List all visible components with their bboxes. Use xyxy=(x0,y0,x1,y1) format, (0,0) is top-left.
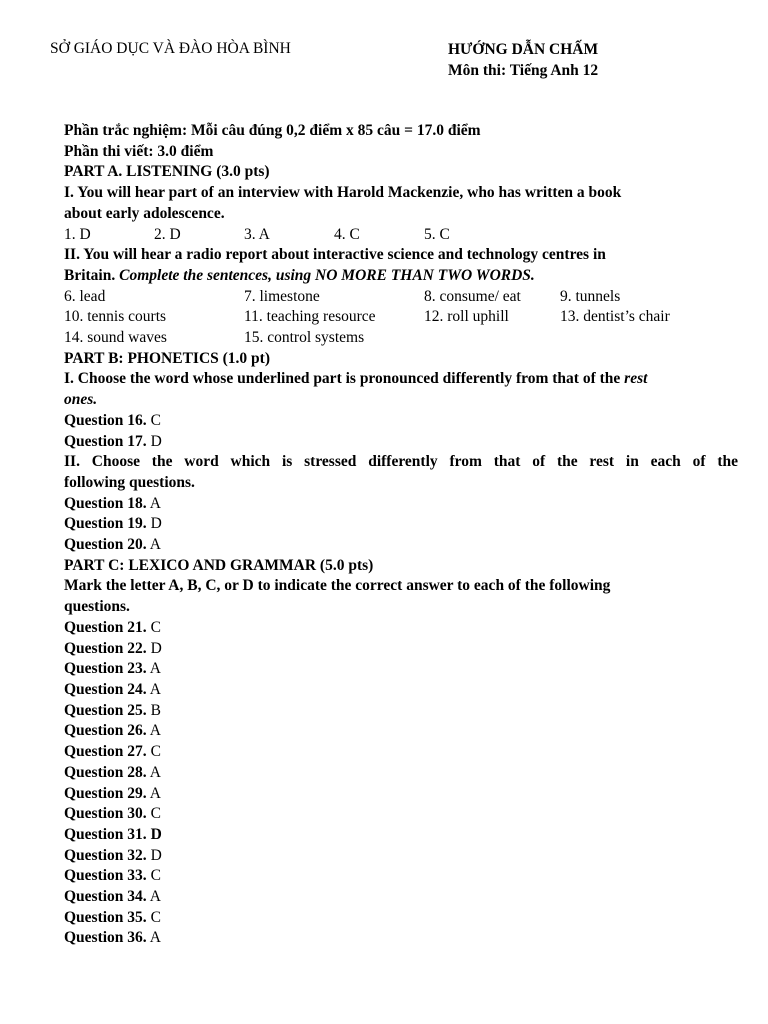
part-c-heading: PART C: LEXICO AND GRAMMAR (5.0 pts) xyxy=(64,556,374,574)
question-label: Question 23. xyxy=(64,660,147,678)
question-label: Question 18. xyxy=(64,494,147,512)
question-label: Question 28. xyxy=(64,763,147,781)
question-answer: C xyxy=(150,805,161,823)
doc-header xyxy=(448,39,598,81)
question-label: Question 36. xyxy=(64,929,147,947)
answer-item: 8. consume/ eat xyxy=(424,287,521,305)
question-row xyxy=(64,825,738,846)
question-answer: A xyxy=(149,680,161,698)
question-row xyxy=(64,659,738,680)
answer-item: 13. dentist’s chair xyxy=(560,308,670,326)
question-label: Question 21. xyxy=(64,618,147,636)
question-label: Question 19. xyxy=(64,515,147,533)
part-b-sec1-instruction xyxy=(64,369,738,390)
question-answer: D xyxy=(150,825,162,843)
question-answer: A xyxy=(149,784,161,802)
question-row xyxy=(64,887,738,908)
answer-item: 9. tunnels xyxy=(560,287,621,305)
answer-item: 10. tennis courts xyxy=(64,308,167,326)
answer-key-body xyxy=(64,121,738,949)
question-answer: C xyxy=(150,618,161,636)
question-answer: C xyxy=(150,411,161,429)
part-a-heading: PART A. LISTENING (3.0 pts) xyxy=(64,163,270,181)
question-row xyxy=(64,494,738,515)
answer-item: 4. C xyxy=(334,225,360,243)
question-row xyxy=(64,639,738,660)
question-row xyxy=(64,680,738,701)
question-label: Question 29. xyxy=(64,784,147,802)
part-c-instruction-cont: questions. xyxy=(64,598,130,616)
instruction-italic: rest xyxy=(624,370,648,388)
answer-item: 5. C xyxy=(424,225,450,243)
question-row xyxy=(64,535,738,556)
department-name: SỞ GIÁO DỤC VÀ ĐÀO HÒA BÌNH xyxy=(50,40,291,57)
question-label: Question 31. xyxy=(64,825,147,843)
answer-item: 15. control systems xyxy=(244,329,365,347)
part-b-sec1-instruction-cont: ones. xyxy=(64,391,98,409)
question-label: Question 27. xyxy=(64,743,147,761)
question-answer: A xyxy=(149,536,161,554)
doc-title: HƯỚNG DẪN CHẤM xyxy=(448,41,599,58)
question-row xyxy=(64,432,738,453)
question-answer: C xyxy=(150,743,161,761)
question-row xyxy=(64,866,738,887)
question-row xyxy=(64,763,738,784)
answer-item: 3. A xyxy=(244,225,270,243)
answer-item: 2. D xyxy=(154,225,181,243)
question-answer: D xyxy=(150,639,162,657)
subject-line: Môn thi: Tiếng Anh 12 xyxy=(448,62,599,79)
question-answer: A xyxy=(149,660,161,678)
part-c-instruction: Mark the letter A, B, C, or D to indicate the correct answer to each of the following xyxy=(64,577,611,595)
part-b-sec2-instruction: II. Choose the word which is stressed differently from that of the rest in each of the xyxy=(64,453,738,471)
question-label: Question 20. xyxy=(64,536,147,554)
answer-item: 14. sound waves xyxy=(64,329,167,347)
part-a-sec2-answers-row xyxy=(64,328,738,349)
part-a-sec2-instruction: II. You will hear a radio report about interactive science and technology centres in xyxy=(64,246,606,264)
instruction-bold: Britain. xyxy=(64,266,120,284)
question-answer: C xyxy=(150,867,161,885)
part-b-heading: PART B: PHONETICS (1.0 pt) xyxy=(64,349,270,367)
question-label: Question 25. xyxy=(64,701,147,719)
question-answer: C xyxy=(150,908,161,926)
part-a-sec1-instruction: I. You will hear part of an interview with Harold Mackenzie, who has written a book xyxy=(64,184,622,202)
question-row xyxy=(64,846,738,867)
answer-item: 6. lead xyxy=(64,287,106,305)
instruction-bold: I. Choose the word whose underlined part is pronounced differently from that of the xyxy=(64,370,625,388)
question-label: Question 30. xyxy=(64,805,147,823)
question-answer: B xyxy=(150,701,161,719)
answer-item: 1. D xyxy=(64,225,91,243)
question-answer: D xyxy=(150,515,162,533)
question-row xyxy=(64,804,738,825)
instruction-italic: Complete the sentences, using NO MORE THAN TWO WORDS. xyxy=(119,266,535,284)
question-row xyxy=(64,784,738,805)
question-label: Question 35. xyxy=(64,908,147,926)
question-row xyxy=(64,514,738,535)
question-label: Question 33. xyxy=(64,867,147,885)
writing-scoring-note: Phần thi viết: 3.0 điểm xyxy=(64,142,214,160)
part-a-sec2-answers-row xyxy=(64,307,738,328)
question-answer: A xyxy=(149,763,161,781)
question-label: Question 32. xyxy=(64,846,147,864)
part-a-sec2-instruction-cont xyxy=(64,266,738,287)
part-c-question-list xyxy=(64,618,738,949)
question-row xyxy=(64,742,738,763)
question-row xyxy=(64,908,738,929)
question-label: Question 17. xyxy=(64,432,147,450)
part-a-sec1-answers xyxy=(64,225,738,246)
question-label: Question 34. xyxy=(64,888,147,906)
question-answer: D xyxy=(150,846,162,864)
question-label: Question 26. xyxy=(64,722,147,740)
question-row xyxy=(64,618,738,639)
part-a-sec2-answers-row xyxy=(64,287,738,308)
question-label: Question 16. xyxy=(64,411,147,429)
question-answer: A xyxy=(149,888,161,906)
question-row xyxy=(64,928,738,949)
question-answer: A xyxy=(149,494,161,512)
answer-item: 7. limestone xyxy=(244,287,320,305)
part-b-sec2-instruction-cont: following questions. xyxy=(64,473,195,491)
mcq-scoring-note: Phần trắc nghiệm: Mỗi câu đúng 0,2 điểm x 85 câu = 17.0 điểm xyxy=(64,122,481,139)
question-row xyxy=(64,721,738,742)
question-answer: D xyxy=(150,432,162,450)
question-row xyxy=(64,701,738,722)
part-a-sec1-instruction-cont: about early adolescence. xyxy=(64,204,225,222)
question-label: Question 24. xyxy=(64,680,147,698)
question-answer: A xyxy=(149,722,161,740)
answer-item: 11. teaching resource xyxy=(244,308,376,326)
question-row xyxy=(64,411,738,432)
question-answer: A xyxy=(149,929,161,947)
answer-item: 12. roll uphill xyxy=(424,308,509,326)
question-label: Question 22. xyxy=(64,639,147,657)
